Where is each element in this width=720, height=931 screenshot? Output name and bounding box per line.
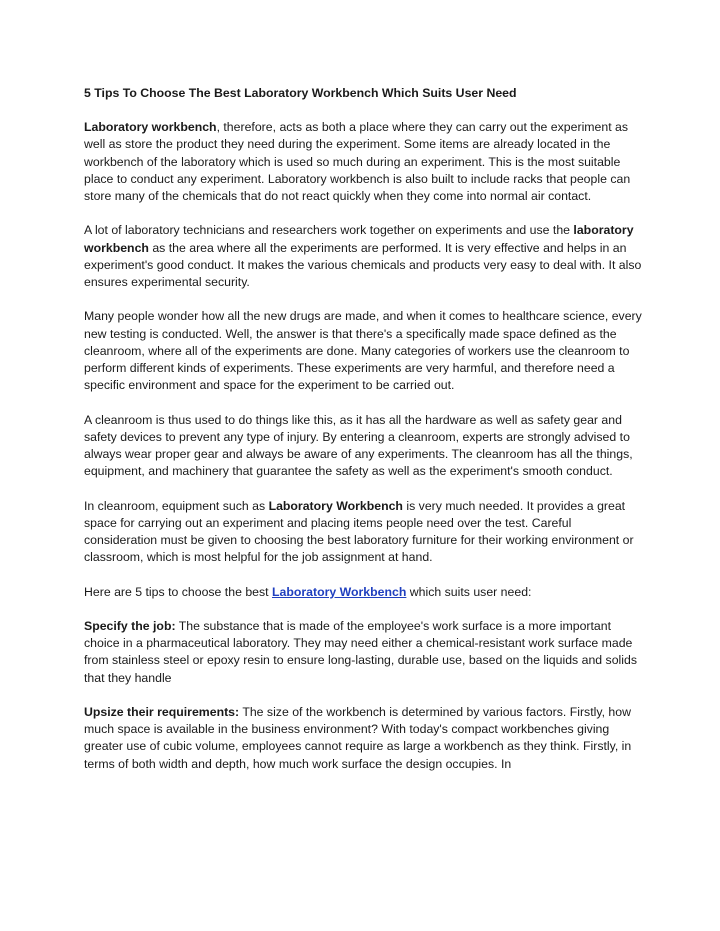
paragraph-technicians	[84, 222, 644, 291]
paragraph-text: Here are 5 tips to choose the best	[84, 584, 272, 599]
paragraph-safety: A cleanroom is thus used to do things like this, as it has all the hardware as well as safety gear and safety devices to prevent any type of injury. By entering a cleanroom, experts are strongly advised to always wear proper gear and always be aware of any experiments. The cleanroom has all the things, equipment, and machinery that guarantee the safety as well as the experiment's smooth conduct.	[84, 412, 633, 479]
paragraph-text: A lot of laboratory technicians and researchers work together on experiments and use the	[84, 223, 574, 238]
paragraph-text: The size of the workbench is determined by various factors. Firstly, how much space is available in the business environment? With today's compact workbenches giving greater use of cubic volume, employees cannot require as large a workbench as they think. Firstly, in terms of both width and depth, how much work surface the design occupies. In	[84, 705, 632, 771]
paragraph-intro	[84, 119, 644, 205]
paragraph-text: as the area where all the experiments are performed. It is very effective and helps in an experiment's good conduct. It makes the various chemicals and products very easy to deal with. It also ensures experimental security.	[84, 240, 642, 290]
laboratory-workbench-link[interactable]: Laboratory Workbench	[271, 584, 407, 599]
bold-term: laboratory workbench	[84, 223, 634, 255]
bold-term: Laboratory workbench	[84, 120, 217, 135]
bold-term: Laboratory Workbench	[268, 498, 403, 513]
paragraph-text: is very much needed. It provides a great space for carrying out an experiment and placing items people need over the test. Careful consideration must be given to choosing the best laboratory furniture for their working environment or classroom, which is most helpful for the job assignment at hand.	[84, 498, 634, 565]
paragraph-equipment	[84, 498, 644, 567]
paragraph-text: which suits user need:	[406, 584, 532, 599]
tip-heading: Upsize their requirements:	[84, 705, 240, 719]
paragraph-specify-job	[84, 618, 644, 687]
paragraph-text: In cleanroom, equipment such as	[84, 498, 269, 513]
paragraph-cleanroom: Many people wonder how all the new drugs are made, and when it comes to healthcare science, every new testing is conducted. Well, the answer is that there's a specifically made space defined as the cleanroom, where all of the experiments are done. Many categories of workers use the cleanroom to perform different kinds of experiments. These experiments are very harmful, and therefore need a specific environment and space for the experiment to be carried out.	[84, 309, 642, 393]
document-page	[84, 85, 644, 790]
document-title: 5 Tips To Choose The Best Laboratory Workbench Which Suits User Need	[84, 86, 517, 100]
paragraph-tips-intro	[84, 584, 644, 601]
paragraph-text: The substance that is made of the employee's work surface is a more important choice in a pharmaceutical laboratory. They may need either a chemical-resistant work surface made from stainless steel or epoxy resin to ensure long-lasting, durable use, based on the liquids and solids that they handle	[84, 619, 637, 685]
paragraph-text: , therefore, acts as both a place where they can carry out the experiment as well as store the product they need during the experiment. Some items are already located in the workbench of the laboratory which is used so much during an experiment. This is the most suitable place to conduct any experiment. Laboratory workbench is also built to include racks that people can store many of the chemicals that do not react quickly when they come into normal air contact.	[84, 120, 631, 204]
paragraph-upsize	[84, 704, 644, 773]
tip-heading: Specify the job:	[84, 619, 176, 633]
